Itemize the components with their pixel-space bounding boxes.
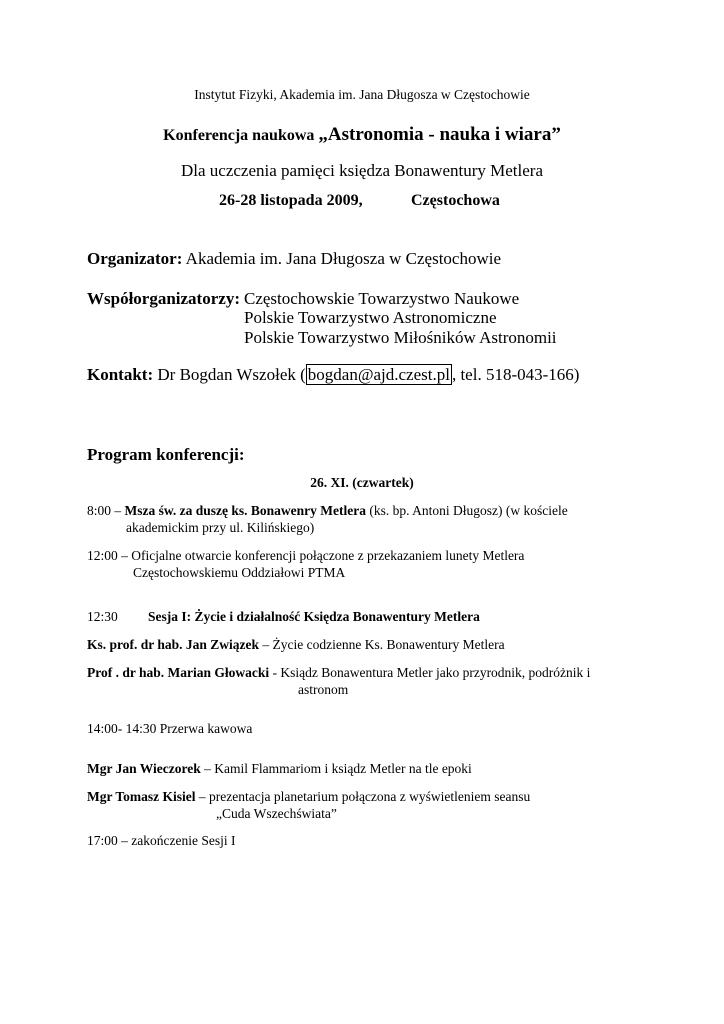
dates-text: 26-28 listopada 2009, (219, 192, 363, 209)
talk4-continuation: „Cuda Wszechświata” (216, 806, 337, 821)
day-header (0, 475, 724, 491)
program-heading (87, 445, 245, 465)
coorganizers-label-line (87, 289, 240, 309)
talk2-title: - Ksiądz Bonawentura Metler jako przyrodnik, podróżnik i (269, 665, 591, 680)
program-item-talk1 (87, 637, 505, 653)
conference-prefix: Konferencja naukowa (163, 127, 315, 144)
dedication-line: Dla uczczenia pamięci księdza Bonawentury Metlera (180, 161, 544, 180)
conference-title: „Astronomia - nauka i wiara” (318, 124, 561, 145)
program-heading-text: Program konferencji: (87, 445, 245, 464)
session-title-wrap (148, 609, 480, 625)
mass-details: (ks. bp. Antoni Długosz) (w kościele (366, 503, 568, 518)
mass-time: 8:00 – (87, 503, 125, 518)
coorganizers-label: Współorganizatorzy: (87, 289, 240, 308)
organizer-value: Akademia im. Jana Długosza w Częstochowie (185, 249, 502, 268)
talk4-speaker: Mgr Tomasz Kisiel (87, 789, 196, 804)
talk3-title: – Kamil Flammariom i ksiądz Metler na tle epoki (200, 761, 472, 776)
talk3-speaker: Mgr Jan Wieczorek (87, 761, 201, 776)
city-text: Częstochowa (411, 192, 500, 209)
coorganizer-item: Częstochowskie Towarzystwo Naukowe (244, 289, 520, 308)
contact-line (87, 365, 579, 385)
program-item-talk4 (87, 789, 530, 805)
institute-line: Instytut Fizyki, Akademia im. Jana Długosza w Częstochowie (194, 87, 530, 102)
program-item-talk3 (87, 761, 472, 777)
talk1-title: – Życie codzienne Ks. Bonawentury Metlera (259, 637, 505, 652)
conference-city (411, 192, 500, 210)
talk2-speaker: Prof . dr hab. Marian Głowacki (87, 665, 270, 680)
coorganizer-item: Polskie Towarzystwo Astronomiczne (244, 308, 497, 327)
organizer-line (87, 249, 501, 269)
opening-continuation: Częstochowskiemu Oddziałowi PTMA (133, 565, 346, 580)
talk2-continuation: astronom (298, 682, 349, 697)
contact-label: Kontakt: (87, 365, 154, 384)
conference-title-line (0, 124, 724, 146)
program-item-break: 14:00- 14:30 Przerwa kawowa (87, 721, 253, 736)
conference-dates (219, 192, 363, 210)
day-header-text: 26. XI. (czwartek) (310, 475, 414, 490)
talk4-title: – prezentacja planetarium połączona z wyświetleniem seansu (195, 789, 531, 804)
session-title: Sesja I: Życie i działalność Księdza Bonawentury Metlera (148, 609, 480, 624)
organizer-label: Organizator: (87, 249, 183, 268)
program-item-opening: 12:00 – Oficjalne otwarcie konferencji połączone z przekazaniem lunety Metlera (87, 548, 525, 563)
program-item-end: 17:00 – zakończenie Sesji I (87, 833, 236, 848)
talk1-speaker: Ks. prof. dr hab. Jan Związek (87, 637, 260, 652)
contact-email-link[interactable]: bogdan@ajd.czest.pl (307, 365, 450, 384)
contact-person: Dr Bogdan Wszołek ( (157, 365, 306, 384)
session-time: 12:30 (87, 609, 118, 624)
program-item-mass (87, 503, 568, 519)
contact-phone: , tel. 518-043-166) (451, 365, 580, 384)
coorganizer-item: Polskie Towarzystwo Miłośników Astronomii (244, 328, 557, 347)
mass-title: Msza św. za duszę ks. Bonawenry Metlera (124, 503, 366, 518)
mass-continuation: akademickim przy ul. Kilińskiego) (126, 520, 315, 535)
program-item-talk2 (87, 665, 590, 681)
